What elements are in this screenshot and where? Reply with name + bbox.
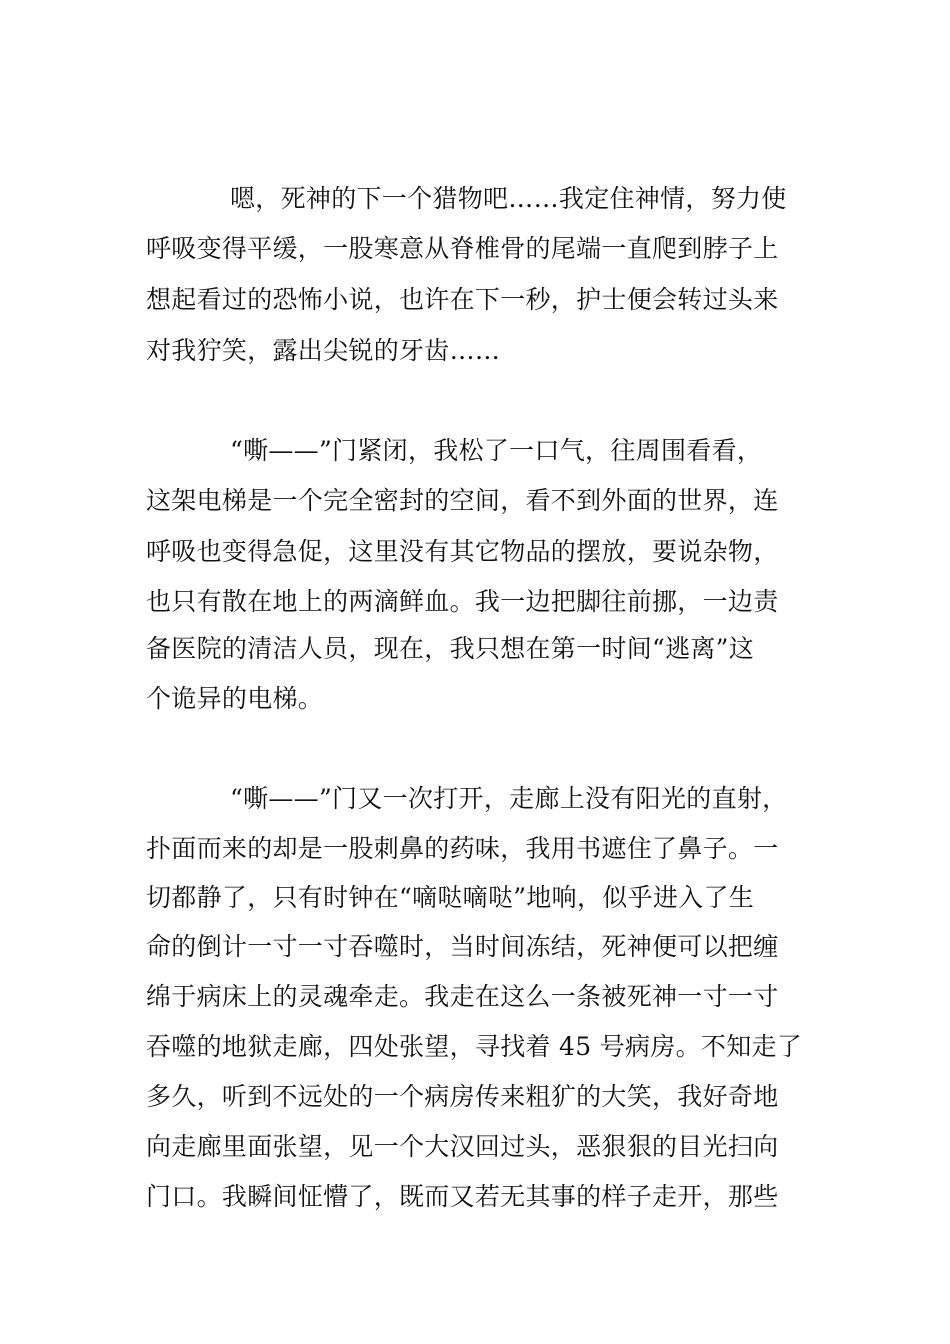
text-line: 扑面而来的却是一股刺鼻的药味，我用书遮住了鼻子。一 <box>146 834 779 863</box>
text-line: 切都静了，只有时钟在“嘀哒嘀哒”地响，似乎进入了生 <box>146 883 755 912</box>
text-line: 门口。我瞬间怔懵了，既而又若无其事的样子走开，那些 <box>146 1182 779 1211</box>
text-line: 向走廊里面张望，见一个大汉回过头，恶狠狠的目光扫向 <box>146 1132 779 1161</box>
text-line: 命的倒计一寸一寸吞噬时，当时间冻结，死神便可以把缠 <box>146 932 779 961</box>
text-line: 吞噬的地狱走廊，四处张望，寻找着 45 号病房。不知走了 <box>146 1032 803 1061</box>
text-line: 也只有散在地上的两滴鲜血。我一边把脚往前挪，一边责 <box>146 587 779 616</box>
text-line: “嘶——”门又一次打开，走廊上没有阳光的直射， <box>230 784 788 813</box>
text-line: 想起看过的恐怖小说，也许在下一秒，护士便会转过头来 <box>146 285 779 314</box>
text-line: 这架电梯是一个完全密封的空间，看不到外面的世界，连 <box>146 486 779 515</box>
text-line: “嘶——”门紧闭，我松了一口气，往周围看看， <box>230 436 763 465</box>
text-line: 个诡异的电梯。 <box>146 684 324 713</box>
text-line: 绵于病床上的灵魂牵走。我走在这么一条被死神一寸一寸 <box>146 982 779 1011</box>
text-line: 对我狞笑，露出尖锐的牙齿…… <box>146 336 501 365</box>
text-line: 备医院的清洁人员，现在，我只想在第一时间“逃离”这 <box>146 634 755 663</box>
text-line: 嗯，死神的下一个猎物吧……我定住神情，努力使 <box>230 184 787 213</box>
text-line: 呼吸变得平缓，一股寒意从脊椎骨的尾端一直爬到脖子上 <box>146 234 779 263</box>
text-line: 呼吸也变得急促，这里没有其它物品的摆放，要说杂物， <box>146 537 779 566</box>
text-line: 多久，听到不远处的一个病房传来粗犷的大笑，我好奇地 <box>146 1082 779 1111</box>
